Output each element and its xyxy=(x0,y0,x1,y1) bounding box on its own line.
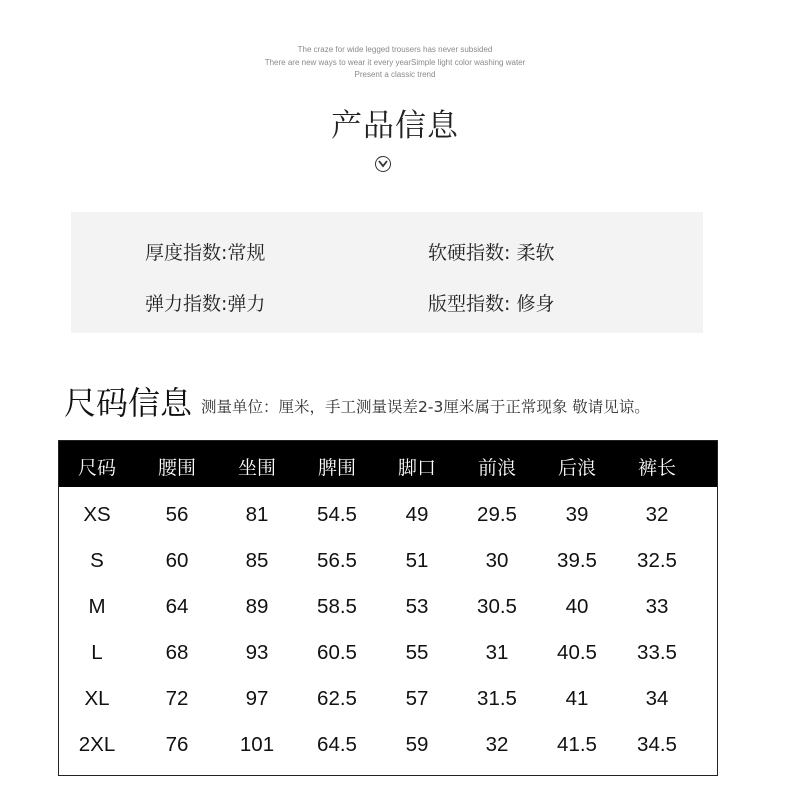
table-cell: 81 xyxy=(245,503,269,526)
table-cell: 57 xyxy=(405,687,429,710)
table-cell: 41 xyxy=(565,687,589,710)
table-cell: 41.5 xyxy=(557,733,597,756)
table-cell: 85 xyxy=(245,549,269,572)
product-info-title: 产品信息 xyxy=(331,108,459,144)
chevron-down-circle-icon xyxy=(375,156,391,172)
table-row xyxy=(59,733,717,759)
product-info-panel xyxy=(71,212,703,333)
column-header: 尺码 xyxy=(77,457,116,479)
table-cell: 51 xyxy=(405,549,429,572)
table-cell: 32 xyxy=(485,733,509,756)
column-header: 裤长 xyxy=(637,457,676,479)
table-cell: 30 xyxy=(485,549,509,572)
size-table-header xyxy=(59,441,717,487)
table-cell: 33 xyxy=(645,595,669,618)
table-cell: 55 xyxy=(405,641,429,664)
table-cell: 29.5 xyxy=(477,503,517,526)
table-row xyxy=(59,595,717,621)
table-cell: 72 xyxy=(165,687,189,710)
table-row xyxy=(59,549,717,575)
size-label-cell: S xyxy=(90,549,104,572)
column-header: 脾围 xyxy=(317,457,356,479)
size-label-cell: M xyxy=(88,595,106,618)
table-cell: 34.5 xyxy=(637,733,677,756)
table-cell: 54.5 xyxy=(317,503,357,526)
table-cell: 40 xyxy=(565,595,589,618)
column-header: 前浪 xyxy=(477,457,516,479)
tagline-line-1: The craze for wide legged trousers has never subsided xyxy=(297,45,493,54)
size-label-cell: 2XL xyxy=(78,733,116,756)
size-label-cell: XS xyxy=(83,503,111,526)
table-cell: 62.5 xyxy=(317,687,357,710)
softness-index xyxy=(428,238,554,265)
table-row xyxy=(59,687,717,713)
table-cell: 39.5 xyxy=(557,549,597,572)
table-cell: 31 xyxy=(485,641,509,664)
table-cell: 58.5 xyxy=(317,595,357,618)
table-cell: 32 xyxy=(645,503,669,526)
table-cell: 59 xyxy=(405,733,429,756)
table-cell: 31.5 xyxy=(477,687,517,710)
elasticity-index xyxy=(145,289,265,316)
table-cell: 93 xyxy=(245,641,269,664)
table-cell: 76 xyxy=(165,733,189,756)
table-cell: 60 xyxy=(165,549,189,572)
table-cell: 89 xyxy=(245,595,269,618)
table-cell: 33.5 xyxy=(637,641,677,664)
table-cell: 68 xyxy=(165,641,189,664)
table-cell: 101 xyxy=(239,733,275,756)
table-row xyxy=(59,503,717,529)
tagline-line-3: Present a classic trend xyxy=(354,70,436,79)
table-cell: 60.5 xyxy=(317,641,357,664)
table-cell: 49 xyxy=(405,503,429,526)
size-label-cell: L xyxy=(91,641,103,664)
measurement-note: 测量单位：厘米，手工测量误差2-3厘米属于正常现象 敬请见谅。 xyxy=(201,398,650,416)
column-header: 脚口 xyxy=(397,457,436,479)
table-cell: 56 xyxy=(165,503,189,526)
column-header: 后浪 xyxy=(557,457,596,479)
column-header: 坐围 xyxy=(237,457,276,479)
table-cell: 34 xyxy=(645,687,669,710)
elasticity-value: 弹力 xyxy=(227,293,266,315)
size-table xyxy=(58,440,718,776)
softness-value: 柔软 xyxy=(516,242,555,264)
table-cell: 56.5 xyxy=(317,549,357,572)
elasticity-label: 弹力指数: xyxy=(145,293,228,315)
size-label-cell: XL xyxy=(84,687,110,710)
table-cell: 53 xyxy=(405,595,429,618)
softness-label: 软硬指数: xyxy=(428,242,511,264)
table-cell: 30.5 xyxy=(477,595,517,618)
table-cell: 40.5 xyxy=(557,641,597,664)
fit-index xyxy=(428,289,554,316)
fit-value: 修身 xyxy=(516,293,555,315)
thickness-label: 厚度指数: xyxy=(145,242,228,264)
table-cell: 32.5 xyxy=(637,549,677,572)
table-cell: 64.5 xyxy=(317,733,357,756)
table-row xyxy=(59,641,717,667)
table-cell: 97 xyxy=(245,687,269,710)
table-cell: 64 xyxy=(165,595,189,618)
thickness-index xyxy=(145,238,265,265)
size-info-title: 尺码信息 xyxy=(64,384,193,422)
table-cell: 39 xyxy=(565,503,589,526)
thickness-value: 常规 xyxy=(227,242,266,264)
tagline-line-2: There are new ways to wear it every yearSimple light color washing water xyxy=(264,58,526,67)
column-header: 腰围 xyxy=(157,457,196,479)
fit-label: 版型指数: xyxy=(428,293,511,315)
